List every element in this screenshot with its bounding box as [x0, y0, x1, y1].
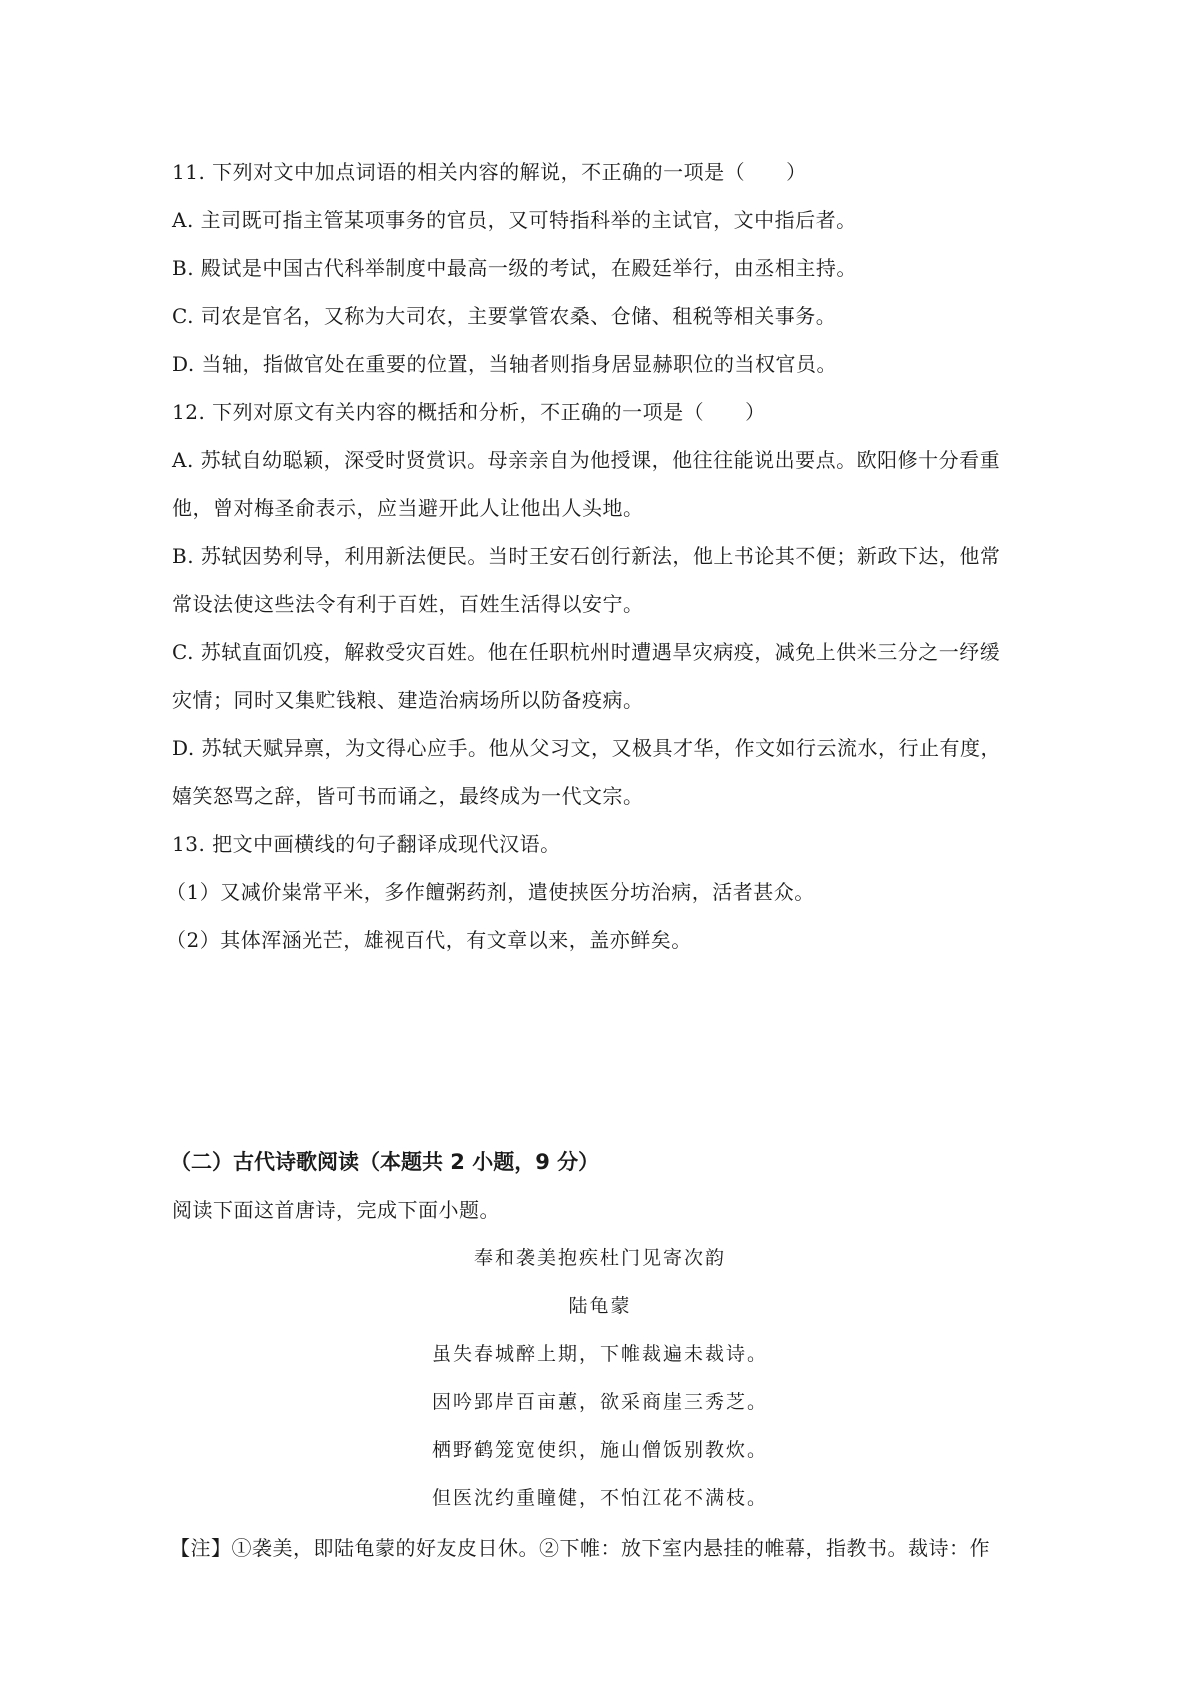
q12-option-c-line2: 灾情；同时又集贮钱粮、建造治病场所以防备疫病。: [172, 688, 644, 712]
q11-option-d: D. 当轴，指做官处在重要的位置，当轴者则指身居显赫职位的当权官员。: [172, 352, 838, 376]
poem-line: 因吟郢岸百亩蕙，欲采商崖三秀芝。: [431, 1391, 768, 1413]
q12-stem: 12. 下列对原文有关内容的概括和分析，不正确的一项是（ ）: [172, 400, 766, 424]
poem-author: 陆龟蒙: [568, 1295, 632, 1317]
q13-sentence-2: （2）其体浑涵光芒，雄视百代，有文章以来，盖亦鲜矣。: [166, 928, 692, 952]
q13-sentence-1: （1）又减价粜常平米，多作饘粥药剂，遣使挟医分坊治病，活者甚众。: [166, 880, 815, 904]
q13-stem: 13. 把文中画横线的句子翻译成现代汉语。: [172, 832, 561, 856]
q11-stem: 11. 下列对文中加点词语的相关内容的解说，不正确的一项是（ ）: [172, 160, 807, 184]
q12-option-d-line1: D. 苏轼天赋异禀，为文得心应手。他从父习文，又极具才华，作文如行云流水，行止有度，: [172, 736, 1002, 760]
q12-option-b-line1: B. 苏轼因势利导，利用新法便民。当时王安石创行新法，他上书论其不便；新政下达，他常: [172, 544, 1001, 568]
poem-title: 奉和袭美抱疾杜门见寄次韵: [473, 1247, 726, 1269]
q12-option-c-line1: C. 苏轼直面饥疫，解救受灾百姓。他在任职杭州时遭遇旱灾病疫，减免上供米三分之一纾缓: [172, 640, 1001, 664]
q12-option-d-line2: 嬉笑怒骂之辞，皆可书而诵之，最终成为一代文宗。: [172, 784, 644, 808]
section-heading: （二）古代诗歌阅读（本题共 2 小题，9 分）: [170, 1150, 600, 1174]
poem-line: 虽失春城醉上期，下帷裁遍未裁诗。: [431, 1343, 768, 1365]
q12-option-a-line1: A. 苏轼自幼聪颖，深受时贤赏识。母亲亲自为他授课，他往往能说出要点。欧阳修十分看重: [172, 448, 1001, 472]
poem-note: 【注】①袭美，即陆龟蒙的好友皮日休。②下帷：放下室内悬挂的帷幕，指教书。裁诗：作: [170, 1536, 990, 1560]
q11-option-a: A. 主司既可指主管某项事务的官员，又可特指科举的主试官，文中指后者。: [172, 208, 857, 232]
q11-option-b: B. 殿试是中国古代科举制度中最高一级的考试，在殿廷举行，由丞相主持。: [172, 256, 857, 280]
poem-line: 但医沈约重瞳健，不怕江花不满枝。: [431, 1487, 768, 1509]
q12-option-b-line2: 常设法使这些法令有利于百姓，百姓生活得以安宁。: [172, 592, 644, 616]
q12-option-a-line2: 他，曾对梅圣俞表示，应当避开此人让他出人头地。: [172, 496, 644, 520]
section-instruction: 阅读下面这首唐诗，完成下面小题。: [172, 1198, 500, 1222]
q11-option-c: C. 司农是官名，又称为大司农，主要掌管农桑、仓储、租税等相关事务。: [172, 304, 837, 328]
poem-line: 栖野鹤笼宽使织，施山僧饭别教炊。: [431, 1439, 768, 1461]
